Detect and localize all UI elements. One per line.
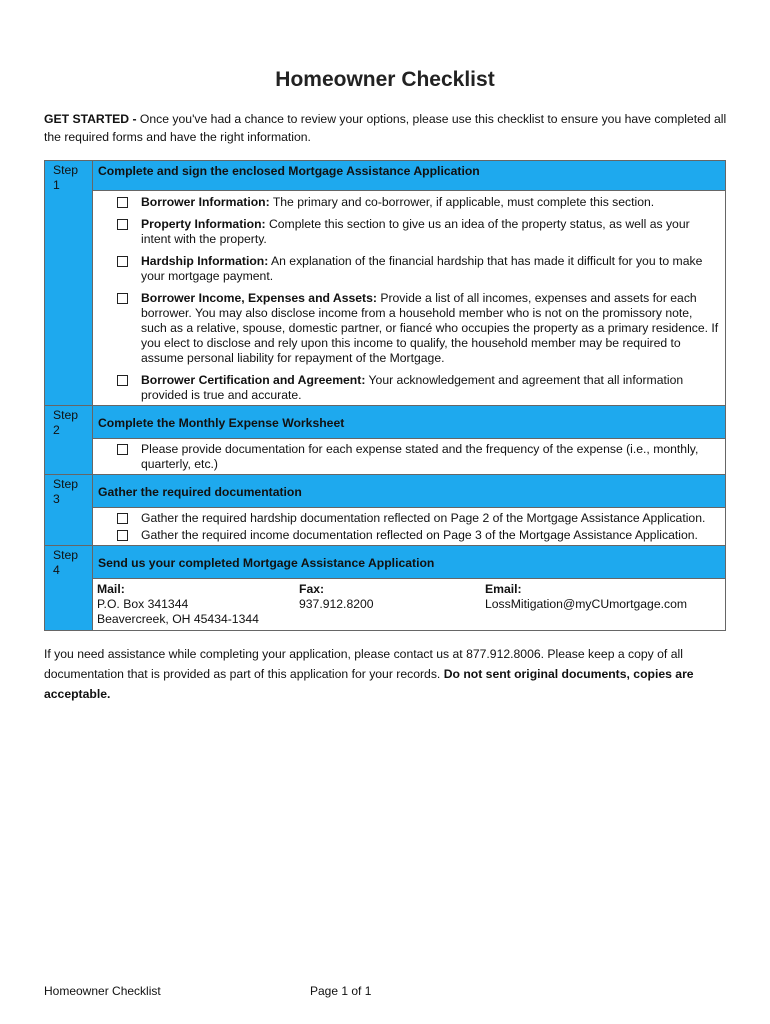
step-2-header-row — [45, 406, 726, 439]
item-bold-label: Property Information: — [141, 217, 266, 231]
mail-address-line2: Beavercreek, OH 45434-1344 — [97, 612, 259, 626]
checklist-table — [44, 160, 726, 631]
item-bold-label: Borrower Certification and Agreement: — [141, 373, 366, 387]
item-bold-label: Borrower Information: — [141, 195, 270, 209]
checklist-item — [93, 442, 725, 472]
item-text: Please provide documentation for each expense stated and the frequency of the expense (i.e., monthly, quarterly, etc.) — [141, 442, 699, 471]
step-1-heading: Complete and sign the enclosed Mortgage Assistance Application — [93, 161, 726, 191]
checkbox[interactable] — [117, 197, 128, 208]
email-column — [485, 582, 725, 627]
intro-paragraph — [44, 110, 734, 146]
checkbox[interactable] — [117, 293, 128, 304]
email-label: Email: — [485, 582, 522, 596]
step-2-items — [93, 439, 726, 475]
fax-label: Fax: — [299, 582, 325, 596]
step-2-label-number: 2 — [53, 423, 60, 437]
step-3-body-row — [45, 508, 726, 546]
closing-bold-note: Do not sent original documents, copies are acceptable. — [44, 667, 694, 701]
footer-page-number: Page 1 of 1 — [310, 984, 372, 998]
checkbox[interactable] — [117, 513, 128, 524]
checklist-item — [93, 195, 725, 210]
step-1-label-word: Step — [53, 163, 79, 177]
step-2-label-word: Step — [53, 408, 79, 422]
step-1-label-number: 1 — [53, 178, 60, 192]
mail-label: Mail: — [97, 582, 125, 596]
item-text: The primary and co-borrower, if applicable, must complete this section. — [269, 195, 655, 209]
step-3-header-row — [45, 475, 726, 508]
email-address[interactable]: LossMitigation@myCUmortgage.com — [485, 597, 688, 611]
item-text: Gather the required income documentation reflected on Page 3 of the Mortgage Assistance Application. — [141, 528, 698, 542]
checkbox[interactable] — [117, 444, 128, 455]
fax-column — [299, 582, 485, 627]
step-4-label — [45, 546, 93, 631]
step-3-label-number: 3 — [53, 492, 60, 506]
footer-title: Homeowner Checklist — [44, 984, 161, 998]
step-4-header-row — [45, 546, 726, 579]
step-2-label — [45, 406, 93, 475]
mail-column — [97, 582, 299, 627]
mail-address-line1: P.O. Box 341344 — [97, 597, 189, 611]
step-2-heading: Complete the Monthly Expense Worksheet — [93, 406, 726, 439]
step-4-label-word: Step — [53, 548, 79, 562]
item-text: An explanation of the financial hardship that has made it difficult for you to make your mortgage payment. — [141, 254, 703, 283]
checkbox[interactable] — [117, 375, 128, 386]
checklist-item — [93, 373, 725, 403]
checkbox[interactable] — [117, 219, 128, 230]
item-text: Gather the required hardship documentation reflected on Page 2 of the Mortgage Assistance Application. — [141, 511, 706, 525]
step-4-label-number: 4 — [53, 563, 60, 577]
step-4-body-row — [45, 579, 726, 631]
item-text: Your acknowledgement and agreement that all information provided is true and accurate. — [141, 373, 684, 402]
step-1-body-row — [45, 191, 726, 406]
step-1-items — [93, 191, 726, 406]
closing-paragraph — [44, 644, 734, 704]
checklist-item — [93, 291, 725, 366]
fax-number: 937.912.8200 — [299, 597, 374, 611]
checklist-item — [93, 511, 725, 526]
page-title: Homeowner Checklist — [275, 68, 495, 91]
step-3-items — [93, 508, 726, 546]
intro-text: Once you've had a chance to review your options, please use this checklist to ensure you have completed all the required forms and have the right information. — [44, 112, 727, 144]
step-1-header-row — [45, 161, 726, 191]
item-text: Provide a list of all incomes, expenses and assets for each borrower. You may also disclose income from a household member who is not on the promissory note, such as a relative, spouse, domestic partner, or fiancé who occupies the property as a primary residence. If you elect to disclose and rely upon this income to qualify, the household member may be required to assume personal liability for repayment of the Mortgage. — [141, 291, 719, 365]
item-text: Complete this section to give us an idea of the property status, as well as your intent with the property. — [141, 217, 690, 246]
intro-lead: GET STARTED - — [44, 112, 137, 126]
step-1-label — [45, 161, 93, 406]
checkbox[interactable] — [117, 256, 128, 267]
closing-text: If you need assistance while completing your application, please contact us at 877.912.8006. Please keep a copy of all documentation that is provided as part of this application for your records. — [44, 647, 683, 681]
step-4-heading: Send us your completed Mortgage Assistance Application — [93, 546, 726, 579]
item-bold-label: Hardship Information: — [141, 254, 269, 268]
checkbox[interactable] — [117, 530, 128, 541]
step-3-heading: Gather the required documentation — [93, 475, 726, 508]
step-3-label — [45, 475, 93, 546]
checklist-item — [93, 254, 725, 284]
step-4-contact — [93, 579, 726, 631]
item-bold-label: Borrower Income, Expenses and Assets: — [141, 291, 377, 305]
checklist-item — [93, 217, 725, 247]
contact-info — [93, 579, 725, 630]
step-3-label-word: Step — [53, 477, 79, 491]
step-2-body-row — [45, 439, 726, 475]
checklist-item — [93, 528, 725, 543]
